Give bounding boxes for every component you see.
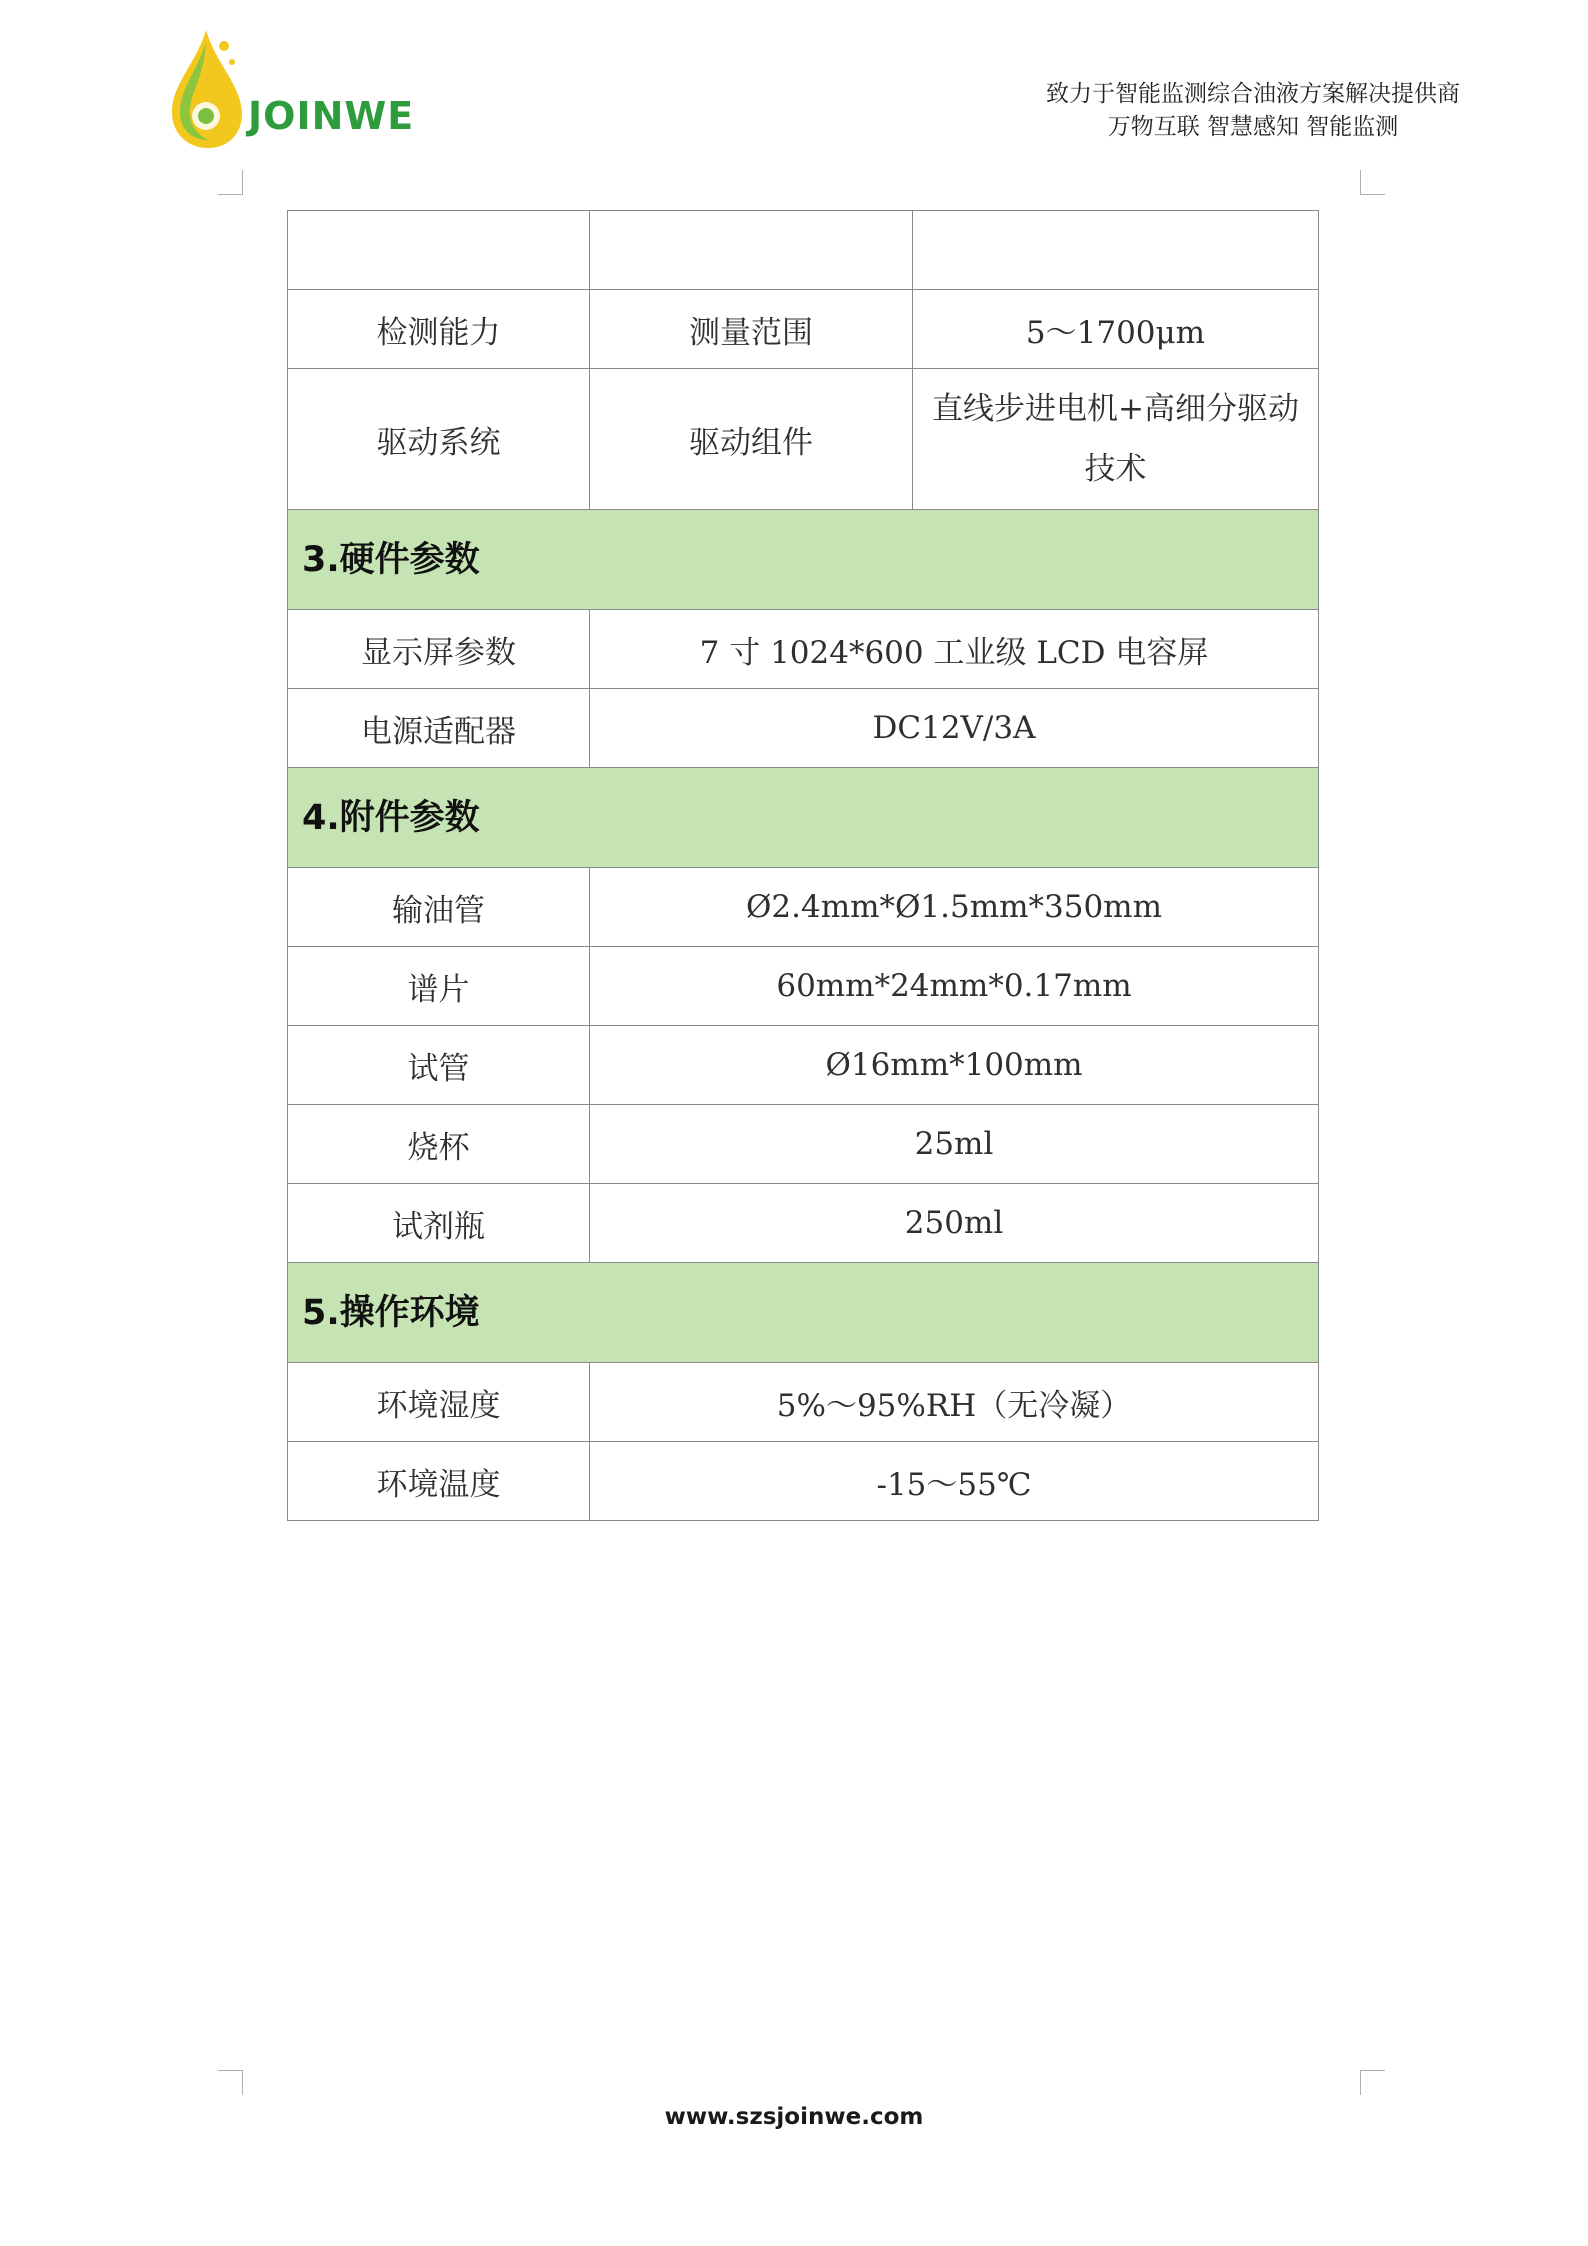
table-cell	[288, 211, 590, 290]
company-logo	[166, 24, 446, 154]
table-row	[288, 868, 1319, 947]
section-header-hardware	[288, 510, 1319, 610]
table-row	[288, 369, 1319, 510]
table-row	[288, 1184, 1319, 1263]
row-value: 5～1700μm	[913, 290, 1319, 369]
table-row	[288, 689, 1319, 768]
row-label: 试管	[288, 1026, 590, 1105]
row-value: -15～55℃	[590, 1442, 1319, 1521]
table-row	[288, 290, 1319, 369]
oil-drop-logo-icon	[166, 24, 256, 154]
table-row-empty	[288, 211, 1319, 290]
table-row	[288, 1363, 1319, 1442]
row-value: 25ml	[590, 1105, 1319, 1184]
table-cell	[913, 211, 1319, 290]
table-row	[288, 610, 1319, 689]
row-label: 试剂瓶	[288, 1184, 590, 1263]
tagline-line-2: 万物互联 智慧感知 智能监测	[1107, 114, 1399, 140]
row-value: 7 寸 1024*600 工业级 LCD 电容屏	[590, 610, 1319, 689]
row-value: 5%～95%RH（无冷凝）	[590, 1363, 1319, 1442]
row-value: Ø2.4mm*Ø1.5mm*350mm	[590, 868, 1319, 947]
row-value: 250ml	[590, 1184, 1319, 1263]
crop-mark-top-right	[1360, 170, 1385, 195]
row-value: 60mm*24mm*0.17mm	[590, 947, 1319, 1026]
row-label: 显示屏参数	[288, 610, 590, 689]
row-label: 环境温度	[288, 1442, 590, 1521]
crop-mark-bottom-right	[1360, 2070, 1385, 2095]
crop-mark-top-left	[218, 170, 243, 195]
table-cell	[590, 211, 913, 290]
table-row	[288, 947, 1319, 1026]
footer-url: www.szsjoinwe.com	[664, 2104, 924, 2130]
section-header-environment	[288, 1263, 1319, 1363]
row-item: 测量范围	[590, 290, 913, 369]
table-row	[288, 1105, 1319, 1184]
section-title: 5.操作环境	[288, 1263, 1319, 1363]
row-label: 谱片	[288, 947, 590, 1026]
section-header-accessories	[288, 768, 1319, 868]
spec-table	[287, 210, 1319, 1521]
section-title: 3.硬件参数	[288, 510, 1319, 610]
header-tagline	[1046, 78, 1460, 144]
row-item: 驱动组件	[590, 369, 913, 510]
row-label: 烧杯	[288, 1105, 590, 1184]
row-value: DC12V/3A	[590, 689, 1319, 768]
row-category: 检测能力	[288, 290, 590, 369]
row-label: 环境湿度	[288, 1363, 590, 1442]
table-row	[288, 1026, 1319, 1105]
row-label: 输油管	[288, 868, 590, 947]
crop-mark-bottom-left	[218, 2070, 243, 2095]
logo-wordmark: JOINWE	[248, 94, 415, 138]
section-title: 4.附件参数	[288, 768, 1319, 868]
row-category: 驱动系统	[288, 369, 590, 510]
tagline-line-1: 致力于智能监测综合油液方案解决提供商	[1046, 81, 1460, 107]
row-value: 直线步进电机+高细分驱动技术	[913, 369, 1319, 510]
row-value: Ø16mm*100mm	[590, 1026, 1319, 1105]
row-label: 电源适配器	[288, 689, 590, 768]
table-row	[288, 1442, 1319, 1521]
